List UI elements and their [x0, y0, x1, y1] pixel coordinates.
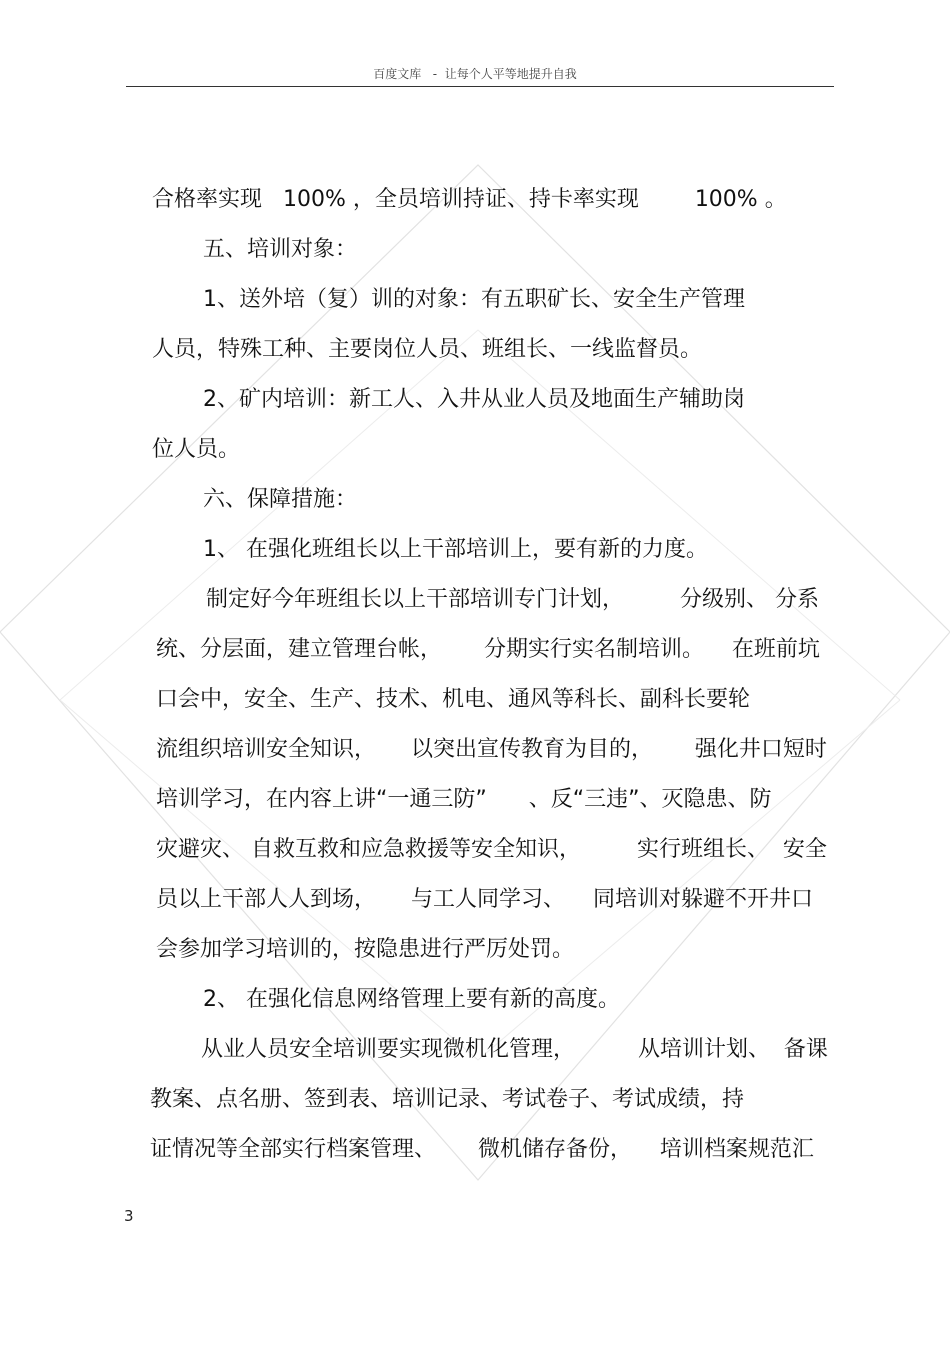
text-line: 1、送外培（复）训的对象：有五职矿长、安全生产管理: [203, 287, 745, 312]
text-line: 证情况等全部实行档案管理、 微机储存备份， 培训档案规范汇: [150, 1137, 814, 1162]
text-line: 员以上干部人人到场， 与工人同学习、 同培训对躲避不开井口: [156, 887, 813, 912]
text-line: 口会中，安全、生产、技术、机电、通风等科长、副科长要轮: [156, 687, 751, 712]
text-line: 灾避灾、 自救互救和应急救援等安全知识， 实行班组长、 安全: [156, 837, 827, 862]
text-line: 教案、点名册、签到表、培训记录、考试卷子、考试成绩，持: [150, 1087, 745, 1112]
text-line: 2、 在强化信息网络管理上要有新的高度。: [203, 987, 620, 1012]
text-line: 制定好今年班组长以上干部培训专门计划， 分级别、 分系: [206, 587, 819, 612]
text-line: 2、矿内培训：新工人、入井从业人员及地面生产辅助岗: [203, 387, 745, 412]
header-divider: [126, 86, 834, 87]
text-line: 1、 在强化班组长以上干部培训上，要有新的力度。: [203, 537, 708, 562]
text-line: 流组织培训安全知识， 以突出宣传教育为目的， 强化井口短时: [156, 737, 827, 762]
text-line: 人员，特殊工种、主要岗位人员、班组长、一线监督员。: [152, 337, 703, 362]
text-line: 培训学习，在内容上讲“一通三防” 、反“三违”、灭隐患、防: [156, 787, 772, 812]
section-heading: 五、培训对象：: [203, 237, 358, 262]
text-line: 位人员。: [152, 437, 241, 462]
page-header: 百度文库 - 让每个人平等地提升自我: [373, 67, 577, 81]
text-line: 统、分层面，建立管理台帐， 分期实行实名制培训。 在班前坑: [156, 637, 820, 662]
section-heading: 六、保障措施：: [203, 487, 358, 512]
text-line: 合格率实现 100% ，全员培训持证、持卡率实现 100% 。: [152, 187, 787, 212]
page-number: 3: [124, 1207, 134, 1225]
text-line: 会参加学习培训的，按隐患进行严厉处罚。: [156, 937, 575, 962]
text-line: 从业人员安全培训要实现微机化管理， 从培训计划、 备课: [201, 1037, 828, 1062]
